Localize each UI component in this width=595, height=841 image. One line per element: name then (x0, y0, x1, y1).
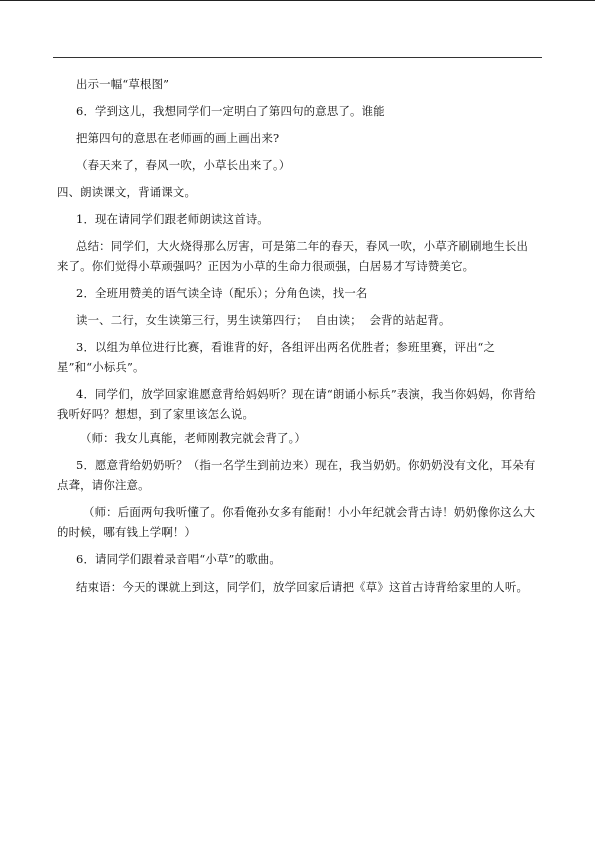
paragraph-summary: 总结：同学们，大火烧得那么厉害，可是第二年的春天，春风一吹，小草齐刷刷地生长出来了。你们觉得小草顽强吗？正因为小草的生命力很顽强，白居易才写诗赞美它。 (57, 239, 529, 273)
section-heading-recite: 四、朗读课文，背诵课文。 (57, 185, 197, 199)
paragraph-read-step-5: 5．愿意背给奶奶听？（指一名学生到前边来）现在，我当奶奶。你奶奶没有文化，耳朵有点聋，请你注意。 (57, 458, 536, 492)
paragraph-read-step-1: 1．现在请同学们跟老师朗读这首诗。 (76, 212, 269, 226)
paragraph-read-step-6: 6．请同学们跟着录音唱“小草”的歌曲。 (76, 552, 281, 566)
page-top-border (0, 0, 595, 1)
paragraph-show-picture: 出示一幅“草根图” (76, 77, 170, 91)
paragraph-draw-meaning: 把第四句的意思在老师画的画上画出来? (76, 131, 280, 145)
header-divider (53, 57, 542, 58)
paragraph-reading-roles: 读一、二行，女生读第三行，男生读第四行； 自由读； 会背的站起背。 (76, 313, 451, 327)
paragraph-read-step-2: 2．全班用赞美的语气读全诗（配乐）；分角色读，找一名 (76, 286, 368, 300)
paragraph-teacher-remark-1: （师：我女儿真能，老师刚教完就会背了。） (80, 431, 307, 445)
paragraph-teacher-remark-2: （师：后面两句我听懂了。你看俺孙女多有能耐！小小年纪就会背古诗！奶奶像你这么大的时候，哪有钱上学啊！） (57, 505, 536, 539)
paragraph-step-6: 6．学到这儿，我想同学们一定明白了第四句的意思了。谁能 (76, 104, 385, 118)
paragraph-read-step-4: 4．同学们，放学回家谁愿意背给妈妈听？现在请“朗诵小标兵”表演，我当你妈妈，你背给我听好吗？想想，到了家里该怎么说。 (57, 387, 536, 421)
paragraph-closing: 结束语：今天的课就上到这，同学们，放学回家后请把《草》这首古诗背给家里的人听。 (76, 580, 529, 594)
paragraph-read-step-3: 3．以组为单位进行比赛，看谁背的好，各组评出两名优胜者；参班里赛，评出“之星”和“小标兵”。 (57, 340, 496, 374)
document-body (57, 74, 539, 597)
paragraph-spring-answer: （春天来了，春风一吹，小草长出来了。） (76, 158, 291, 172)
